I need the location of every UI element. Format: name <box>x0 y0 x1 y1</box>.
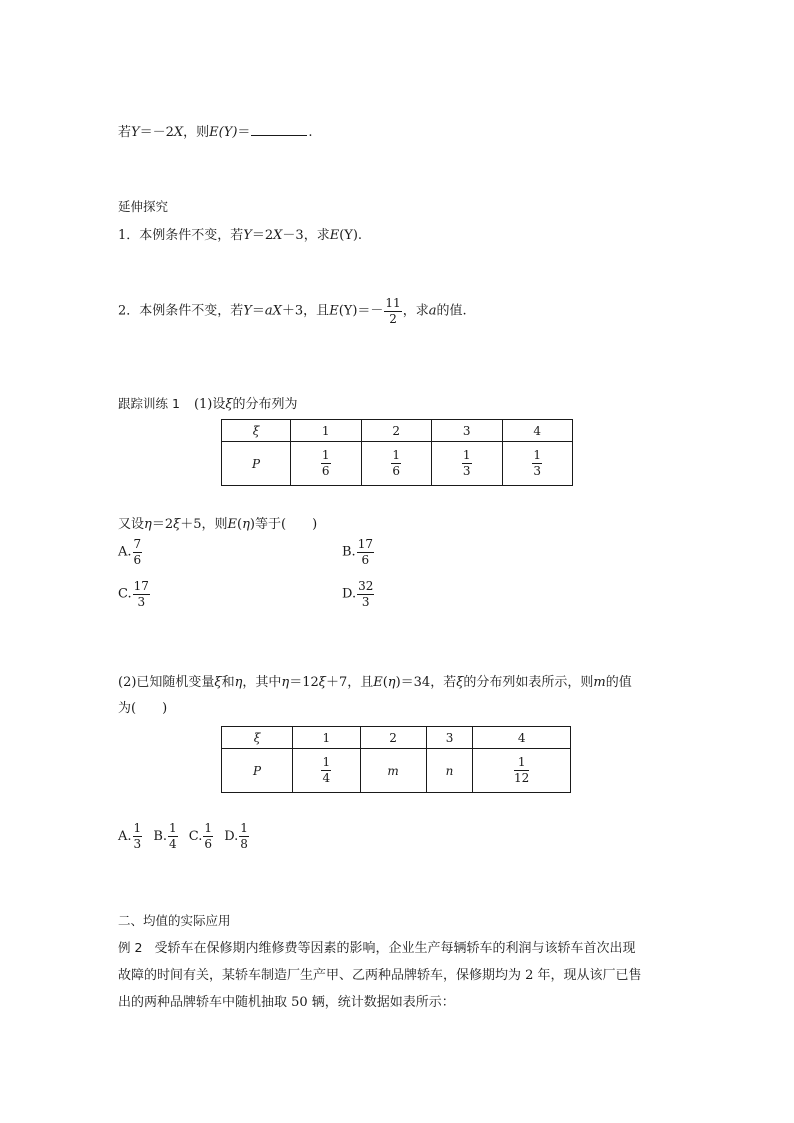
fraction: $\frac{1}{3}$ <box>533 448 542 478</box>
table-header-row: ξ 1 2 3 4 <box>222 727 571 749</box>
option-c[interactable]: C. $\frac{17}{3}$ <box>118 579 149 609</box>
fraction: $\frac{17}{6}$ <box>357 537 373 567</box>
extension-heading: 延伸探究 <box>118 199 169 214</box>
fraction: $\frac{1}{6}$ <box>204 821 213 851</box>
fraction: $\frac{7}{6}$ <box>133 537 142 567</box>
fraction: $\frac{1}{3}$ <box>462 448 471 478</box>
option-a[interactable]: A. $\frac{1}{3}$ <box>118 821 142 851</box>
fraction: $\frac{1}{6}$ <box>392 448 401 478</box>
fraction: $\frac{1}{6}$ <box>321 448 330 478</box>
fraction: $\frac{1}{4}$ <box>169 821 177 851</box>
extension-item-2: 2．本例条件不变，若Y＝aX＋3，且E(Y)＝－ $\frac{11}{2}$ ，求a的值. <box>118 296 467 326</box>
fraction: $\frac{1}{4}$ <box>322 755 331 785</box>
option-d[interactable]: D. $\frac{32}{3}$ <box>342 579 374 609</box>
table-row: P $\frac{1}{6}$ $\frac{1}{6}$ $\frac{1}{3}$ $\frac{1}{3}$ <box>222 442 573 486</box>
table-header-row: ξ 1 2 3 4 <box>222 420 573 442</box>
example-2: 例 2 受轿车在保修期内维修费等因素的影响，企业生产每辆轿车的利润与该轿车首次出现 故障的时间有关，某轿车制造厂生产甲、乙两种品牌轿车，保修期均为 2 年，现从该厂已售 出的两种品牌轿车中随机抽取 50 辆，统计数据如表所示： <box>118 940 642 1010</box>
part2-question: (2)已知随机变量ξ和η，其中η＝12ξ＋7，且E(η)＝34，若ξ的分布列如表所示，则m的值 为( ) <box>118 675 632 716</box>
fraction: $\frac{1}{3}$ <box>133 821 142 851</box>
option-a[interactable]: A. $\frac{7}{6}$ <box>118 537 142 567</box>
fraction: $\frac{1}{8}$ <box>240 821 248 851</box>
fraction: $\frac{11}{2}$ <box>385 296 401 326</box>
fraction: $\frac{1}{12}$ <box>514 755 530 785</box>
options-2 <box>118 822 250 850</box>
option-b[interactable]: B. $\frac{1}{4}$ <box>153 821 177 851</box>
table-row: P $\frac{1}{4}$ m n $\frac{1}{12}$ <box>222 749 571 793</box>
section-heading: 二、均值的实际应用 <box>118 913 231 928</box>
option-c[interactable]: C. $\frac{1}{6}$ <box>188 821 213 851</box>
option-b[interactable]: B. $\frac{17}{6}$ <box>342 537 373 567</box>
answer-blank[interactable] <box>251 123 307 136</box>
distribution-table-1 <box>221 419 573 486</box>
fraction: $\frac{17}{3}$ <box>133 579 149 609</box>
fraction: $\frac{32}{3}$ <box>358 579 374 609</box>
extension-item-1: 1．本例条件不变，若Y＝2X－3，求E(Y). <box>118 228 363 243</box>
part1-question: 又设η＝2ξ＋5，则E(η)等于( ) <box>118 517 318 532</box>
distribution-table-2 <box>221 726 571 793</box>
question-main: 若Y＝－2X，则E(Y)＝ . <box>118 125 313 140</box>
training-heading-line: 跟踪训练 1 (1)设ξ的分布列为 <box>118 396 298 412</box>
option-d[interactable]: D. $\frac{1}{8}$ <box>224 821 248 851</box>
